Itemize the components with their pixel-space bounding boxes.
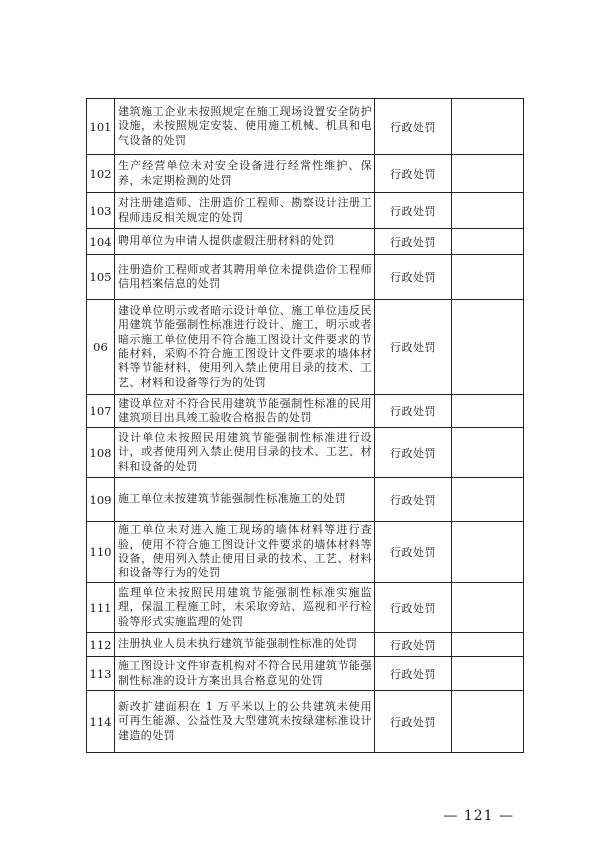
table-row (87, 583, 524, 633)
item-type: 行政处罚 (375, 193, 452, 229)
blank-cell (452, 633, 524, 657)
blank-cell (452, 300, 524, 395)
table-row (87, 229, 524, 255)
item-description: 设计单位未按照民用建筑节能强制性标准进行设计，或者使用列入禁止使用目录的技术、工艺、材料和设备的处罚 (115, 428, 375, 478)
item-type: 行政处罚 (375, 255, 452, 300)
blank-cell (452, 691, 524, 753)
blank-cell (452, 193, 524, 229)
table-row (87, 193, 524, 229)
table-row (87, 255, 524, 300)
blank-cell (452, 428, 524, 478)
row-number: 06 (87, 300, 115, 395)
item-type: 行政处罚 (375, 478, 452, 522)
table-row (87, 99, 524, 155)
item-type: 行政处罚 (375, 99, 452, 155)
row-number: 107 (87, 395, 115, 428)
item-type: 行政处罚 (375, 395, 452, 428)
item-description: 生产经营单位未对安全设备进行经常性维护、保养，未定期检测的处罚 (115, 155, 375, 193)
table-row (87, 428, 524, 478)
row-number: 101 (87, 99, 115, 155)
item-type: 行政处罚 (375, 428, 452, 478)
item-description: 聘用单位为申请人提供虚假注册材料的处罚 (115, 229, 375, 255)
table-row (87, 478, 524, 522)
item-description: 建设单位对不符合民用建筑节能强制性标准的民用建筑项目出具竣工验收合格报告的处罚 (115, 395, 375, 428)
item-description: 新改扩建面积在 1 万平米以上的公共建筑未使用可再生能源、公益性及大型建筑未按绿建标准设计建造的处罚 (115, 691, 375, 753)
item-type: 行政处罚 (375, 583, 452, 633)
row-number: 113 (87, 657, 115, 691)
item-type: 行政处罚 (375, 155, 452, 193)
row-number: 112 (87, 633, 115, 657)
item-type: 行政处罚 (375, 229, 452, 255)
page-number: — 121 — (443, 808, 514, 824)
item-type: 行政处罚 (375, 300, 452, 395)
blank-cell (452, 522, 524, 583)
blank-cell (452, 255, 524, 300)
item-description: 注册执业人员未执行建筑节能强制性标准的处罚 (115, 633, 375, 657)
item-description: 注册造价工程师或者其聘用单位未提供造价工程师信用档案信息的处罚 (115, 255, 375, 300)
blank-cell (452, 229, 524, 255)
table-row (87, 300, 524, 395)
blank-cell (452, 155, 524, 193)
row-number: 104 (87, 229, 115, 255)
item-description: 建设单位明示或者暗示设计单位、施工单位违反民用建筑节能强制性标准进行设计、施工，明示或者暗示施工单位使用不符合施工图设计文件要求的节能材料，采购不符合施工图设计文件要求的墙体材料等节能材料，使用列入禁止使用目录的技术、工艺、材料和设备等行为的处罚 (115, 300, 375, 395)
item-description: 施工单位未按建筑节能强制性标准施工的处罚 (115, 478, 375, 522)
item-type: 行政处罚 (375, 691, 452, 753)
item-description: 建筑施工企业未按照规定在施工现场设置安全防护设施，未按照规定安装、使用施工机械、机具和电气设备的处罚 (115, 99, 375, 155)
table-row (87, 691, 524, 753)
row-number: 111 (87, 583, 115, 633)
blank-cell (452, 99, 524, 155)
table-row (87, 522, 524, 583)
table-row (87, 657, 524, 691)
row-number: 109 (87, 478, 115, 522)
enforcement-items-table (86, 98, 524, 753)
item-description: 对注册建造师、注册造价工程师、勘察设计注册工程师违反相关规定的处罚 (115, 193, 375, 229)
row-number: 110 (87, 522, 115, 583)
table-row (87, 633, 524, 657)
table-row (87, 155, 524, 193)
row-number: 114 (87, 691, 115, 753)
item-description: 监理单位未按照民用建筑节能强制性标准实施监理，保温工程施工时，未采取旁站、巡视和平行检验等形式实施监理的处罚 (115, 583, 375, 633)
table-row (87, 395, 524, 428)
item-type: 行政处罚 (375, 633, 452, 657)
item-description: 施工图设计文件审查机构对不符合民用建筑节能强制性标准的设计方案出具合格意见的处罚 (115, 657, 375, 691)
item-description: 施工单位未对进入施工现场的墙体材料等进行查验，使用不符合施工图设计文件要求的墙体材料等设备，使用列入禁止使用目录的技术、工艺、材料和设备等行为的处罚 (115, 522, 375, 583)
row-number: 102 (87, 155, 115, 193)
row-number: 105 (87, 255, 115, 300)
row-number: 103 (87, 193, 115, 229)
blank-cell (452, 583, 524, 633)
item-type: 行政处罚 (375, 657, 452, 691)
blank-cell (452, 478, 524, 522)
item-type: 行政处罚 (375, 522, 452, 583)
row-number: 108 (87, 428, 115, 478)
blank-cell (452, 657, 524, 691)
blank-cell (452, 395, 524, 428)
